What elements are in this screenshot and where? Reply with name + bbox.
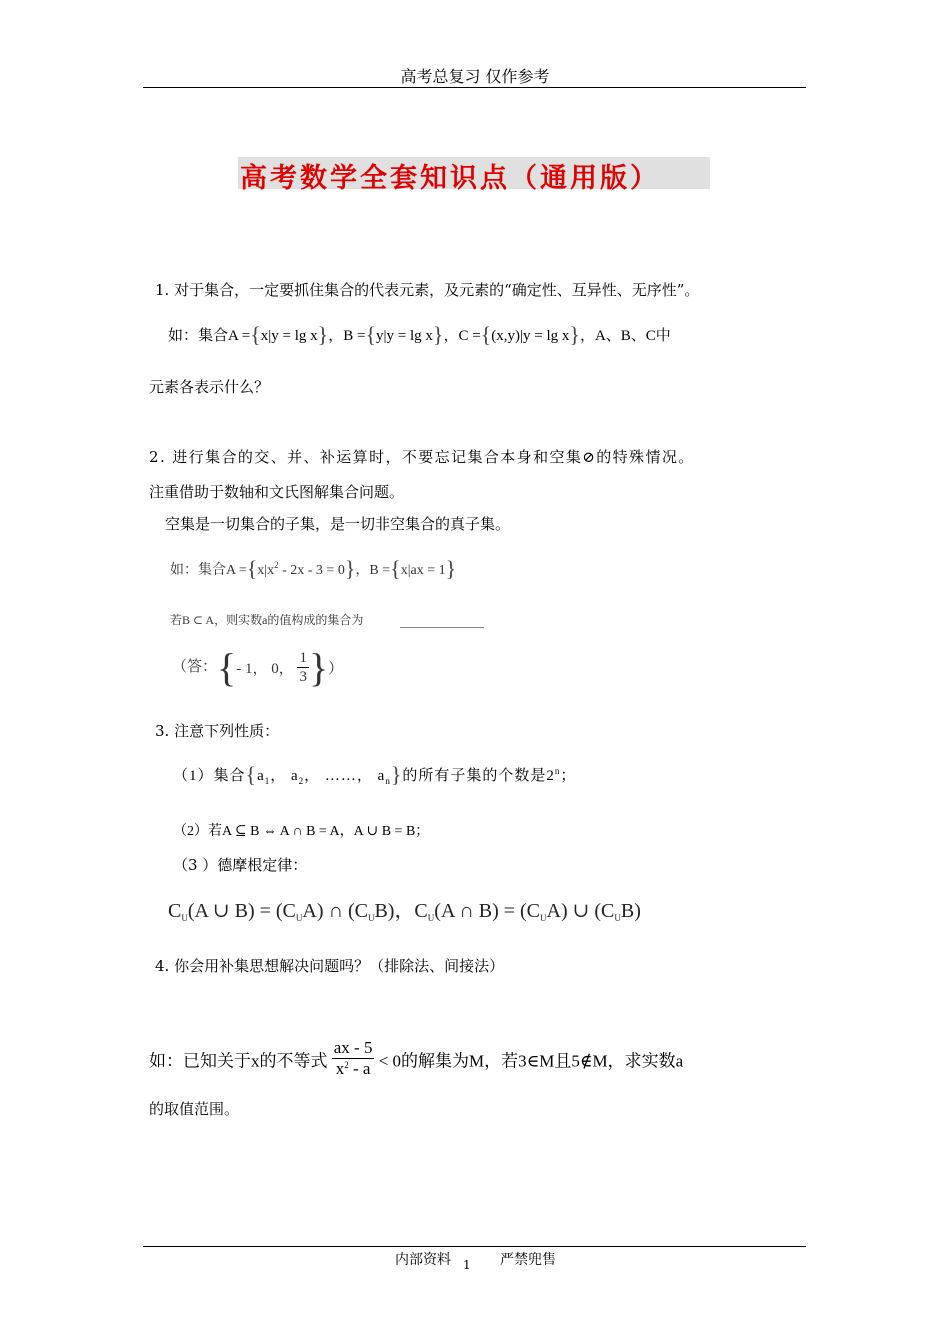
s3-p1-an-sub: n <box>385 776 391 786</box>
s2-line2: 注重借助于数轴和文氏图解集合问题。 <box>149 483 405 501</box>
s3-p1-a1-sub: 1 <box>264 776 271 786</box>
s3-p1-a2: ， a <box>270 768 299 784</box>
formula-part-2: A) ∩ (C <box>302 900 368 922</box>
de-morgan-formula <box>168 894 641 923</box>
formula-c: C <box>168 900 182 922</box>
fraction-inequality <box>332 1038 375 1080</box>
fraction-one-third <box>297 649 309 686</box>
s4-heading: 4. 你会用补集思想解决问题吗？（排除法、间接法） <box>155 957 505 975</box>
s3-p1-a1: a <box>257 768 265 784</box>
s2-ex-b: x|ax = 1 <box>400 563 446 578</box>
brace-open: { <box>390 556 401 581</box>
s4-example <box>149 1038 683 1080</box>
brace-close: } <box>344 556 356 581</box>
s1-example <box>168 322 671 348</box>
s1-ex-suffix: ，A、B、C中 <box>579 328 671 344</box>
s3-p1-prefix: （1）集合 <box>173 768 246 784</box>
fraction-denominator <box>332 1059 375 1079</box>
s1-ex-c: (x,y)|y = lg x <box>491 328 570 344</box>
s1-ex-prefix: 如：集合A = <box>168 328 251 344</box>
footer-left-text: 内部资料 <box>395 1252 451 1268</box>
s2-ans-prefix: （答： <box>172 658 218 675</box>
document-title: 高考数学全套知识点（通用版） <box>240 163 660 194</box>
brace-open: { <box>480 322 492 347</box>
brace-close: } <box>308 645 329 690</box>
formula-sub-u: U <box>614 913 621 923</box>
s2-line3: 空集是一切集合的子集，是一切非空集合的真子集。 <box>165 515 511 533</box>
s3-property-3: （3 ）德摩根定律： <box>173 856 308 874</box>
s2-answer <box>172 644 343 691</box>
page-header: 高考总复习 仅作参考 <box>400 67 550 86</box>
den-rest: - a <box>348 1059 371 1079</box>
brace-open: { <box>245 762 258 787</box>
s2-ans-suffix: ） <box>328 661 344 677</box>
footer-rule <box>143 1246 806 1247</box>
s2-ex-a-sup: 2 <box>274 560 279 570</box>
s3-heading: 3. 注意下列性质： <box>155 722 280 740</box>
answer-blank <box>400 627 484 628</box>
fraction-denominator: 3 <box>299 669 307 685</box>
s2-line1: 2. 进行集合的交、并、补运算时，不要忘记集合本身和空集⊘的特殊情况。 <box>149 448 695 466</box>
s3-p1-end: ； <box>560 768 577 784</box>
s2-condition: 若B ⊂ A，则实数a的值构成的集合为 <box>170 613 364 627</box>
brace-close: } <box>445 556 457 581</box>
formula-part-1: (A ∪ B) = (C <box>187 900 296 922</box>
s3-property-1 <box>173 762 576 788</box>
s1-ex-b-prefix: ，B = <box>328 328 366 344</box>
formula-part-5: A) ∪ (C <box>546 900 615 922</box>
formula-sub-u: U <box>367 913 375 923</box>
formula-part-4: (A ∩ B) = (C <box>434 900 541 922</box>
brace-close: } <box>317 322 329 347</box>
s4-ex-prefix: 如：已知关于x的不等式 <box>149 1051 328 1071</box>
s1-ex-b: y|y = lg x <box>376 328 433 344</box>
s3-p1-dots: ， ……， a <box>304 768 386 784</box>
s2-example <box>170 556 456 582</box>
s2-ex-a2: - 2x - 3 = 0 <box>278 563 345 578</box>
s1-line3: 元素各表示什么？ <box>149 378 270 396</box>
den-sup: 2 <box>344 1060 349 1071</box>
brace-open: { <box>365 322 377 347</box>
formula-sub-u: U <box>295 913 303 923</box>
brace-close: } <box>569 322 580 347</box>
s3-p1-a2-sub: 2 <box>298 776 305 786</box>
s2-ex-b-prefix: ，B = <box>355 563 391 578</box>
footer-right-text: 严禁兜售 <box>500 1252 556 1268</box>
s1-line1: 1. 对于集合，一定要抓住集合的代表元素，及元素的“确定性、互异性、无序性”。 <box>155 281 700 299</box>
den-x: x <box>335 1059 345 1079</box>
s3-p1-sup: n <box>554 766 561 776</box>
s4-ex-suffix: < 0的解集为M，若3∈M且5∉M，求实数a <box>378 1051 684 1071</box>
fraction-numerator: ax - 5 <box>332 1038 375 1059</box>
brace-close: } <box>390 762 403 787</box>
brace-open: { <box>246 556 258 581</box>
s1-ex-a: x|y = lg x <box>260 328 318 344</box>
formula-part-3: B)，C <box>374 900 428 922</box>
s1-ex-c-prefix: ，C = <box>443 328 481 344</box>
fraction-numerator: 1 <box>299 650 307 666</box>
brace-open: { <box>217 645 237 690</box>
brace-open: { <box>250 322 261 347</box>
s3-property-2: （2）若A ⊆ B ⇔ A ∩ B = A，A ∪ B = B； <box>173 824 430 839</box>
formula-sub-u: U <box>427 913 435 923</box>
header-rule <box>143 87 806 88</box>
s2-ex-a1: x|x <box>257 563 275 578</box>
brace-close: } <box>432 322 444 347</box>
formula-sub-u: U <box>181 913 188 923</box>
s3-p1-suffix: 的所有子集的个数是2 <box>402 768 555 784</box>
s4-line2: 的取值范围。 <box>149 1100 240 1118</box>
formula-sub-u: U <box>540 913 547 923</box>
s2-ex-prefix: 如：集合A = <box>170 563 247 578</box>
page-number: 1 <box>463 1258 471 1272</box>
formula-part-6: B) <box>620 900 641 922</box>
s2-ans-vals: - 1， 0， <box>236 661 294 677</box>
